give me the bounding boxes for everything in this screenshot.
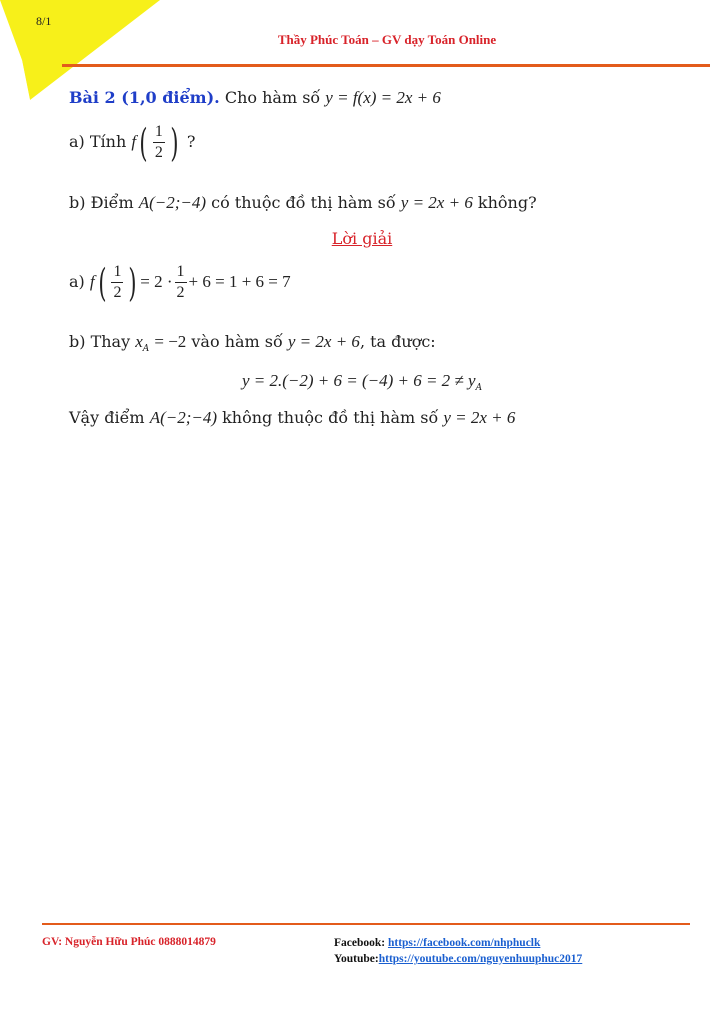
part-b-point: A(−2;−4): [138, 193, 207, 212]
solution-b-function: y = 2x + 6: [287, 332, 360, 351]
youtube-label: Youtube:: [334, 953, 379, 965]
conclusion-point: A(−2;−4): [149, 408, 217, 427]
solution-equation: [0, 371, 724, 393]
fraction-half-2: [175, 262, 187, 303]
solution-a-f: f: [89, 272, 95, 291]
header-divider: [62, 64, 710, 67]
part-b-line: [69, 193, 537, 213]
part-a-f: f: [131, 132, 137, 151]
left-paren: (: [139, 120, 148, 165]
solution-b-line: [69, 332, 436, 354]
conclusion-prefix: Vậy điểm: [69, 408, 145, 427]
header-title: Thầy Phúc Toán – GV dạy Toán Online: [277, 32, 497, 47]
conclusion-line: [69, 408, 515, 428]
youtube-row: [334, 951, 582, 967]
problem-intro: Cho hàm số: [224, 88, 321, 107]
solution-b-sub: A: [142, 344, 150, 355]
conclusion-function: y = 2x + 6: [443, 408, 516, 427]
equation-sub: A: [475, 383, 483, 394]
solution-b-mid: vào hàm số: [191, 332, 283, 351]
conclusion-mid: không thuộc đồ thị hàm số: [222, 408, 439, 427]
part-b-suffix: không?: [477, 193, 537, 212]
numerator: 1: [113, 263, 122, 280]
footer-teacher: GV: Nguyễn Hữu Phúc 0888014879: [42, 936, 216, 948]
function-formula: y = f(x) = 2x + 6: [325, 88, 441, 107]
part-b-mid: có thuộc đồ thị hàm số: [211, 193, 396, 212]
footer-divider: [42, 923, 690, 925]
solution-title: Lời giải: [331, 229, 393, 248]
right-paren: ): [128, 260, 137, 305]
fraction-half: [153, 122, 165, 163]
facebook-label: Facebook:: [334, 937, 386, 949]
denominator: 2: [176, 284, 185, 301]
part-a-prefix: a) Tính: [69, 132, 127, 151]
left-paren: (: [97, 260, 107, 305]
part-a-line: [69, 122, 195, 163]
page-number: 8/1: [36, 14, 52, 28]
problem-label: Bài 2 (1,0 điểm).: [69, 88, 220, 107]
problem-line: [69, 88, 441, 108]
right-paren: ): [170, 120, 179, 165]
part-b-prefix: b) Điểm: [69, 193, 134, 212]
solution-a-line: [69, 262, 291, 303]
part-b-function: y = 2x + 6: [400, 193, 473, 212]
facebook-row: [334, 935, 582, 951]
solution-b-prefix: b) Thay: [69, 332, 131, 351]
facebook-link[interactable]: https://facebook.com/nhphuclk: [387, 937, 541, 949]
solution-a-end: + 6 = 1 + 6 = 7: [188, 272, 291, 291]
solution-b-suffix: , ta được:: [359, 332, 436, 351]
footer-links: [334, 935, 582, 967]
numerator: 1: [176, 263, 185, 280]
youtube-link[interactable]: https://youtube.com/nguyenhuuphuc2017: [378, 953, 583, 965]
solution-a-prefix: a): [69, 272, 85, 291]
equation-text: y = 2.(−2) + 6 = (−4) + 6 = 2 ≠ y: [241, 371, 476, 390]
solution-b-val: = −2: [154, 332, 187, 351]
solution-b-var: x: [135, 332, 143, 351]
numerator: 1: [154, 123, 163, 140]
denominator: 2: [154, 144, 163, 161]
solution-a-mid: = 2 ·: [140, 272, 173, 291]
denominator: 2: [113, 284, 122, 301]
fraction-half: [111, 262, 123, 303]
part-a-suffix: ?: [186, 132, 196, 151]
